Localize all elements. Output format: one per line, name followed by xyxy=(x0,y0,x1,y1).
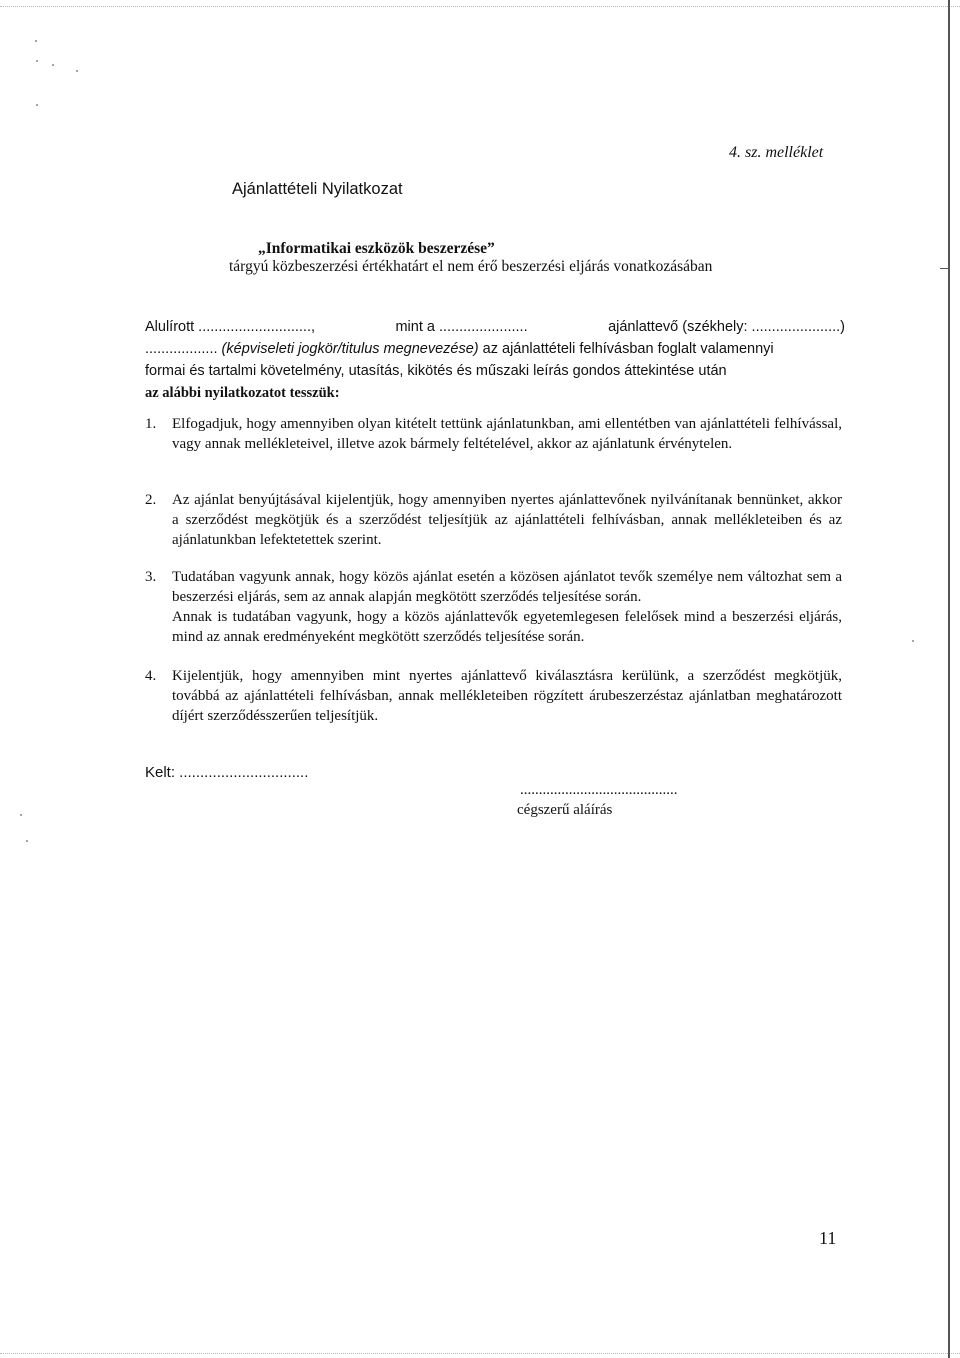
item-text: Kijelentjük, hogy amennyiben mint nyertes ajánlattevő kiválasztásra kerülünk, a szerződést megkötjük, továbbá az ajánlattételi felhívásban, annak mellékleteiben rögzített árubeszerzéstaz ajánlatban meghatározott díjért szerződésszerűen teljesítjük. xyxy=(172,668,842,724)
item-text-continued: Annak is tudatában vagyunk, hogy a közös ajánlattevők egyetemlegesen felelősek mind a beszerzési eljárás, mind az annak eredményeként megkötött szerződés teljesítése során. xyxy=(172,609,842,645)
signature-label: cégszerű aláírás xyxy=(517,802,613,818)
intro-line-1 xyxy=(145,316,845,338)
intro-paragraph xyxy=(145,316,845,404)
intro-line-4: az alábbi nyilatkozatot tesszük: xyxy=(145,385,340,401)
declaration-item-1 xyxy=(145,414,842,454)
signature-line: .......................................... xyxy=(520,782,678,798)
declaration-item-2 xyxy=(145,490,842,550)
item-text: Az ajánlat benyújtásával kijelentjük, hogy amennyiben nyertes ajánlattevőnek nyilvánítanak bennünket, akkor a szerződést megkötjük és a szerződést teljesítjük az ajánlattételi felhívásban, annak mellékleteiben és az ajánlatunkban lefektetettek szerint. xyxy=(172,492,842,548)
intro-line-2 xyxy=(145,338,845,360)
item-number: 4. xyxy=(145,668,157,684)
scan-border-right xyxy=(948,0,950,1358)
mint-a-field: mint a ...................... xyxy=(395,319,528,335)
scan-border-bottom xyxy=(0,1353,960,1354)
intro-line-2-rest: az ajánlattételi felhívásban foglalt valamennyi xyxy=(482,341,774,357)
annex-label: 4. sz. melléklet xyxy=(729,144,824,161)
page-number: 11 xyxy=(819,1228,837,1248)
scan-speck xyxy=(36,104,38,106)
scan-tick-mark xyxy=(940,268,950,269)
alulirott-field: Alulírott ............................, xyxy=(145,319,316,335)
scan-speck xyxy=(76,70,78,72)
intro-line-3: formai és tartalmi követelmény, utasítás, kikötés és műszaki leírás gondos áttekintése után xyxy=(145,363,727,379)
item-text: Elfogadjuk, hogy amennyiben olyan kitételt tettünk ajánlatunkban, ami ellentétben van ajánlattételi felhívással, vagy annak mellékleteivel, illetve azok bármely feltételével, akkor az ajánlatunk érvénytelen. xyxy=(172,416,842,452)
date-place-field: Kelt: ............................... xyxy=(145,764,309,781)
item-text: Tudatában vagyunk annak, hogy közös ajánlat esetén a közösen ajánlatot tevők személye nem változhat sem a beszerzési eljárás, sem az annak alapján megkötött szerződés teljesítése során. xyxy=(172,569,842,605)
scan-speck xyxy=(35,40,37,42)
scan-speck xyxy=(912,640,914,642)
scan-speck xyxy=(52,64,54,66)
item-number: 3. xyxy=(145,569,157,585)
declaration-item-4 xyxy=(145,666,842,726)
scan-speck xyxy=(36,60,38,62)
representative-dots: .................. xyxy=(145,341,218,357)
item-number: 2. xyxy=(145,492,157,508)
scan-speck xyxy=(20,814,22,816)
scan-speck xyxy=(26,840,28,842)
procurement-subject: „Informatikai eszközök beszerzése” xyxy=(258,240,495,257)
ajanlattevo-field: ajánlattevő (székhely: ......................) xyxy=(608,319,845,335)
declaration-item-3 xyxy=(145,567,842,647)
scan-border-top xyxy=(0,6,960,7)
representative-title-hint: (képviseleti jogkör/titulus megnevezése) xyxy=(221,341,479,357)
procurement-subject-line: tárgyú közbeszerzési értékhatárt el nem érő beszerzési eljárás vonatkozásában xyxy=(229,258,713,275)
document-title: Ajánlattételi Nyilatkozat xyxy=(232,180,403,198)
item-number: 1. xyxy=(145,416,157,432)
